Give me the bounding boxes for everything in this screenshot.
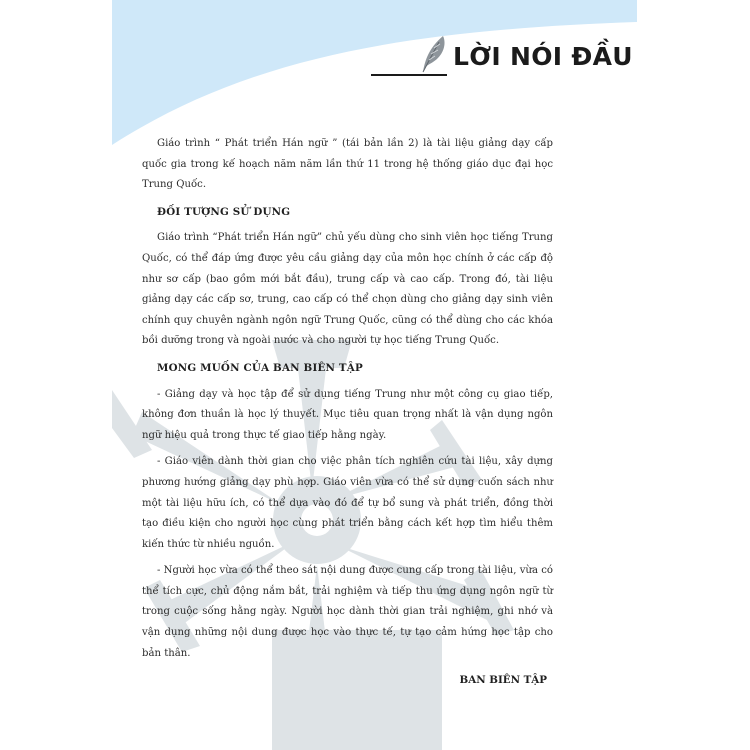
page-heading	[371, 32, 633, 84]
signature: BAN BIÊN TẬP	[459, 674, 547, 687]
page-title: LỜI NÓI ĐẦU	[453, 42, 633, 71]
section-title-wishes: MONG MUỐN CỦA BAN BIÊN TẬP	[157, 361, 363, 374]
preface-body	[142, 134, 553, 691]
wish-paragraph: - Giáo viên dành thời gian cho việc phân tích nghiên cứu tài liệu, xây dựng phương hướng giảng dạy phù hợp. Giáo viên vừa có thể sử dụng cuốn sách như một tài liệu hữu ích, có thể dựa vào đó để tự bổ sung và phát triển, đồng thời tạo điều kiện cho người học cùng phát triển bằng cách kết hợp tìm hiểu thêm kiến thức từ nhiều nguồn.	[142, 456, 553, 550]
intro-paragraph: Giáo trình “ Phát triển Hán ngữ ” (tái bản lần 2) là tài liệu giảng dạy cấp quốc gia trong kế hoạch năm năm lần thứ 11 trong hệ thống giáo dục đại học Trung Quốc.	[142, 138, 553, 191]
heading-rule	[371, 74, 447, 76]
feather-icon	[417, 34, 449, 74]
wish-paragraph: - Giảng dạy và học tập để sử dụng tiếng Trung như một công cụ giao tiếp, không đơn thuần là học lý thuyết. Mục tiêu quan trọng nhất là vận dụng ngôn ngữ hiệu quả trong thực tế giao tiếp hằng ngày.	[142, 388, 553, 441]
audience-paragraph: Giáo trình “Phát triển Hán ngữ” chủ yếu dùng cho sinh viên học tiếng Trung Quốc, có thể đáp ứng được yêu cầu giảng dạy của môn học chính ở các cấp độ như sơ cấp (bao gồm mới bắt đầu), trung cấp và cao cấp. Trong đó, tài liệu giảng dạy các cấp sơ, trung, cao cấp có thể chọn dùng cho giảng dạy sinh viên chính quy chuyên ngành ngôn ngữ Trung Quốc, cũng có thể dùng cho các khóa bồi dưỡng trong và ngoài nước và cho người tự học tiếng Trung Quốc.	[142, 232, 553, 347]
section-title-audience: ĐỐI TƯỢNG SỬ DỤNG	[157, 205, 291, 218]
document-page	[112, 0, 637, 750]
wish-paragraph: - Người học vừa có thể theo sát nội dung được cung cấp trong tài liệu, vừa có thể tích cực, chủ động nắm bắt, trải nghiệm và tiếp thu ứng dụng ngôn ngữ từ trong cuộc sống hằng ngày. Người học dành thời gian trải nghiệm, ghi nhớ và vận dụng những nội dung được học vào thực tế, tự tạo cảm hứng học tập cho bản thân.	[142, 565, 553, 659]
